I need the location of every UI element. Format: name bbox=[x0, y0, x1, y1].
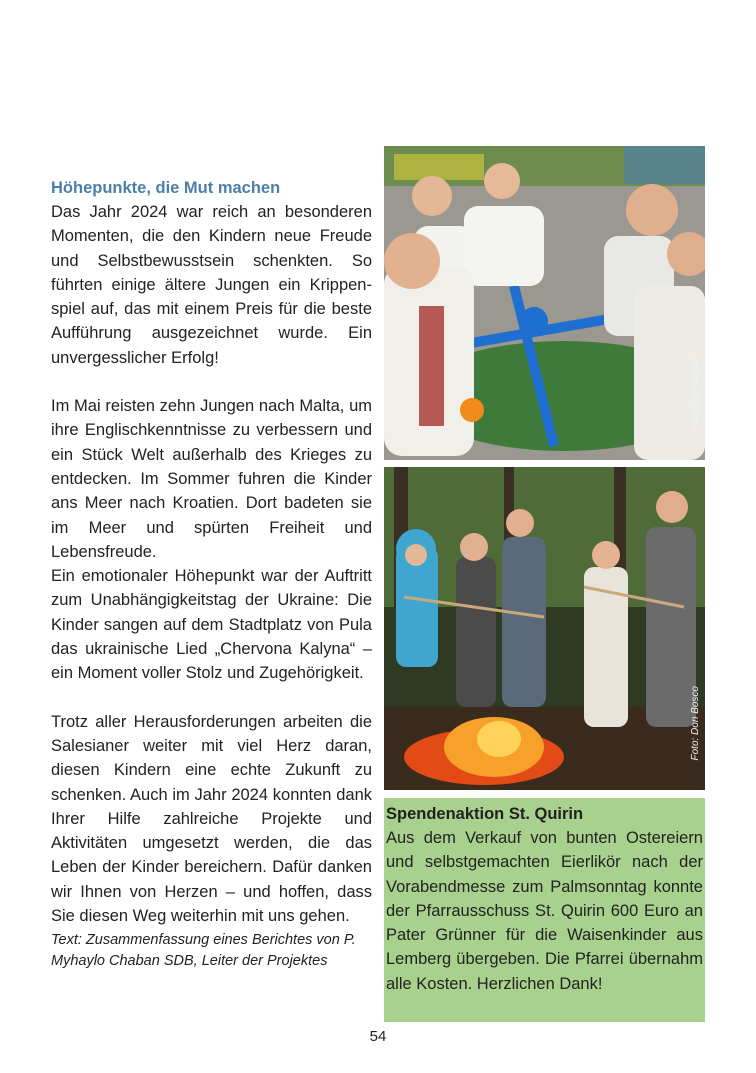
photo-boys-on-carousel bbox=[384, 146, 705, 460]
page-number: 54 bbox=[369, 1028, 387, 1045]
text-credit: Text: Zusammenfassung eines Berichtes von P. Myhaylo Chaban SDB, Leiter der Projektes bbox=[51, 932, 356, 970]
paragraph-1: Das Jahr 2024 war reich an besonderen Momenten, die den Kindern neue Freude und Selbstbewusstsein schenkten. So führten einige ältere Jungen ein Krippenspiel auf, das mit einem Preis für die beste Aufführung ausgezeichnet wurde. Ein unvergesslicher Erfolg! bbox=[51, 203, 372, 367]
photo-credit: Foto: Don Bosco bbox=[690, 685, 701, 760]
donation-box bbox=[384, 798, 705, 1022]
photo-campfire bbox=[384, 467, 705, 790]
main-text-column bbox=[51, 176, 372, 972]
campfire-photo-illustration bbox=[384, 467, 705, 790]
photo-credit: Foto: Don Bosco bbox=[690, 355, 701, 430]
paragraph-4: Trotz aller Herausforderungen arbeiten die Salesianer weiter mit viel Herz daran, diesen Kindern eine echte Zukunft zu schenken. Auch im Jahr 2024 konnten dank Ihrer Hilfe zahlreiche Projekte und Aktivitäten umgesetzt werden, die das Leben der Kinder bereichern. Dafür danken wir Ihnen von Herzen – und hoffen, dass Sie diesen Weg weiterhin mit uns gehen. bbox=[51, 712, 372, 926]
carousel-photo-illustration bbox=[384, 146, 705, 460]
section-heading: Höhepunkte, die Mut machen bbox=[51, 179, 281, 197]
donation-box-text: Aus dem Verkauf von bunten Ostereiern und selbstgemachten Eierlikör nach der Vorabendmesse zum Palmsonntag konnte der Pfarrausschuss St. Quirin 600 Euro an Pater Grünner für die Waisenkinder aus Lemberg übergeben. Die Pfarrei übernahm alle Kosten. Herzlichen Dank! bbox=[386, 829, 703, 993]
donation-box-title: Spendenaktion St. Quirin bbox=[386, 805, 584, 823]
paragraph-3: Ein emotionaler Höhepunkt war der Auftritt zum Unabhängigkeitstag der Ukraine: Die Kinder sangen auf dem Stadtplatz von Pula das ukrainische Lied „Chervona Kalyna“ – ein Moment voller Stolz und Zugehörigkeit. bbox=[51, 567, 372, 683]
paragraph-2: Im Mai reisten zehn Jungen nach Malta, um ihre Englischkenntnisse zu verbessern und ein Stück Welt außerhalb des Krieges zu entdecken. Im Sommer fuhren die Kinder ans Meer nach Kroatien. Dort badeten sie im Meer und spürten Freiheit und Lebensfreude. bbox=[51, 397, 372, 561]
